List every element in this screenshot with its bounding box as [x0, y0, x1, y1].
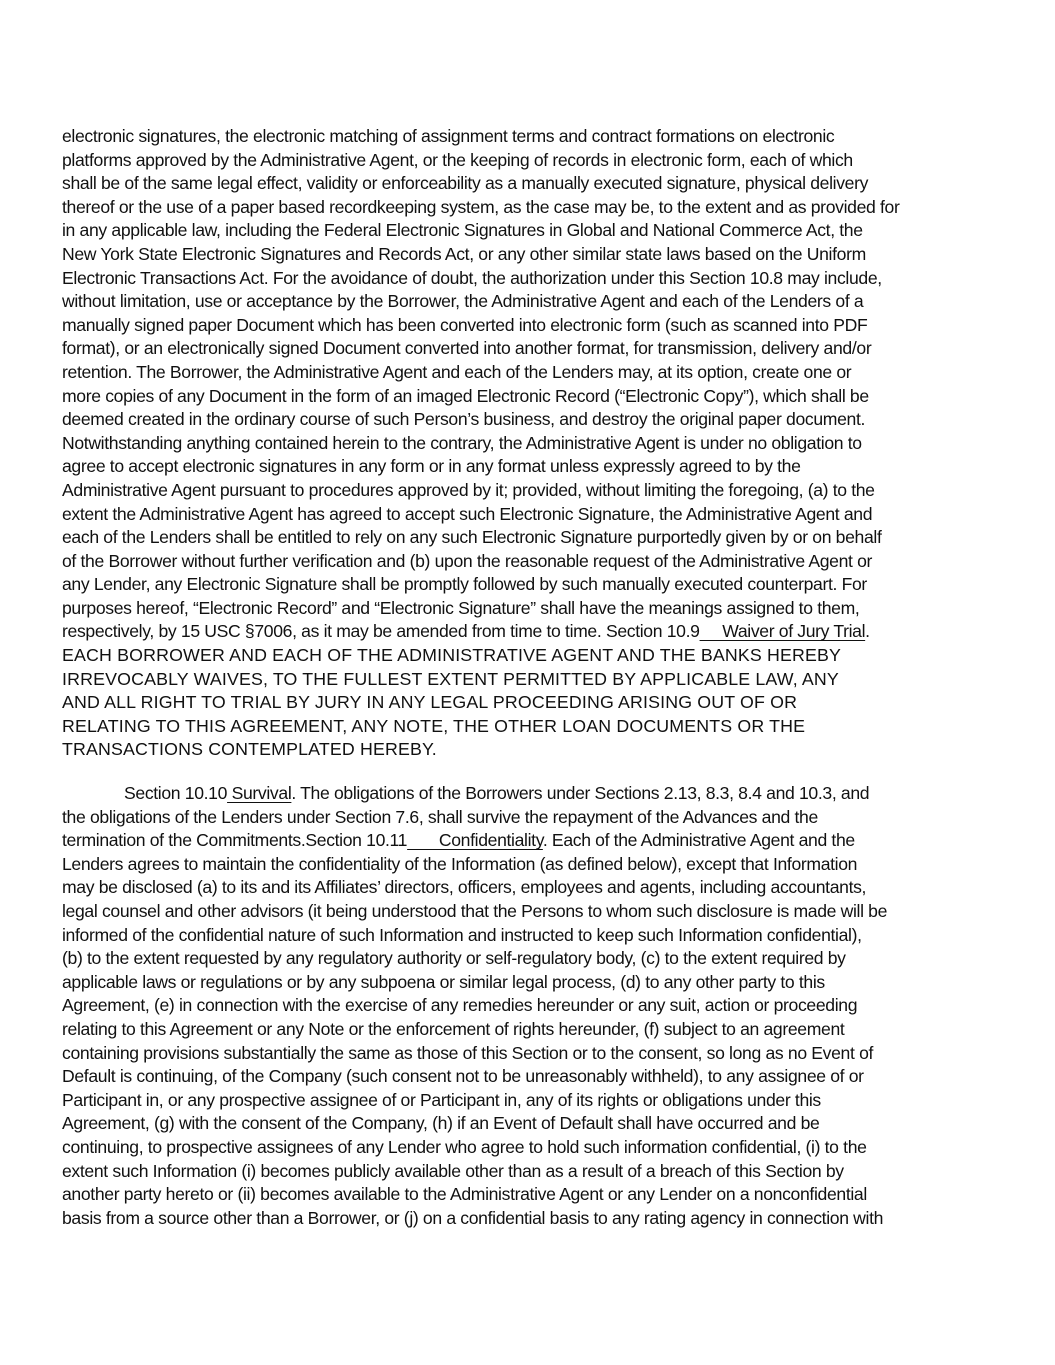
text-line: may be disclosed (a) to its and its Affiliates’ directors, officers, employees and agents, including accountants,	[62, 877, 867, 898]
text-line: continuing, to prospective assignees of any Lender who agree to hold such information confidential, (i) to the	[62, 1136, 867, 1157]
text-line: (b) to the extent requested by any regulatory authority or self-regulatory body, (c) to the extent required by	[62, 948, 846, 969]
text-run: .	[865, 621, 870, 642]
text-line: thereof or the use of a paper based recordkeeping system, as the case may be, to the extent and as provided for	[62, 196, 900, 217]
heading-confidentiality: Confidentiality	[407, 830, 543, 851]
text-line: without limitation, use or acceptance by the Borrower, the Administrative Agent and each of the Lenders of a	[62, 291, 864, 312]
text-line: Administrative Agent pursuant to procedures approved by it; provided, without limiting the foregoing, (a) to the	[62, 479, 875, 500]
heading-waiver-of-jury-trial: Waiver of Jury Trial	[699, 621, 866, 642]
caps-text-line: IRREVOCABLY WAIVES, TO THE FULLEST EXTENT PERMITTED BY APPLICABLE LAW, ANY	[62, 668, 839, 689]
text-line: extent such Information (i) becomes publicly available other than as a result of a breach of this Section by	[62, 1160, 844, 1181]
text-line: manually signed paper Document which has been converted into electronic form (such as scanned into PDF	[62, 314, 868, 335]
caps-text-line: RELATING TO THIS AGREEMENT, ANY NOTE, THE OTHER LOAN DOCUMENTS OR THE	[62, 715, 806, 736]
document-page	[62, 125, 992, 1230]
text-line: each of the Lenders shall be entitled to rely on any such Electronic Signature purportedly given by or on behalf	[62, 527, 882, 548]
text-run: termination of the Commitments.Section 10.11	[62, 830, 408, 851]
section-10-11-line	[62, 829, 992, 853]
text-line: extent the Administrative Agent has agreed to accept such Electronic Signature, the Administrative Agent and	[62, 503, 873, 524]
text-line: platforms approved by the Administrative Agent, or the keeping of records in electronic form, each of which	[62, 149, 853, 170]
paragraph-electronic-signatures	[62, 125, 992, 620]
section-10-10-line-2: the obligations of the Lenders under Section 7.6, shall survive the repayment of the Advances and the	[62, 806, 818, 827]
text-line: any Lender, any Electronic Signature shall be promptly followed by such manually executed counterpart. For	[62, 574, 867, 595]
text-line: Electronic Transactions Act. For the avoidance of doubt, the authorization under this Section 10.8 may include,	[62, 267, 882, 288]
text-line: of the Borrower without further verification and (b) upon the reasonable request of the Administrative Agent or	[62, 550, 873, 571]
text-line: another party hereto or (ii) becomes available to the Administrative Agent or any Lender on a nonconfidential	[62, 1184, 867, 1205]
text-line: more copies of any Document in the form of an imaged Electronic Record (“Electronic Copy”), which shall be	[62, 385, 869, 406]
text-run: Section 10.10	[124, 783, 228, 804]
text-line: applicable laws or regulations or by any subpoena or similar legal process, (d) to any other party to this	[62, 971, 825, 992]
paragraph-jury-waiver	[62, 644, 992, 762]
text-line: basis from a source other than a Borrower, or (j) on a confidential basis to any rating agency in connection with	[62, 1207, 884, 1228]
text-line: deemed created in the ordinary course of such Person’s business, and destroy the original paper document.	[62, 409, 866, 430]
text-line: in any applicable law, including the Federal Electronic Signatures in Global and National Commerce Act, the	[62, 220, 863, 241]
caps-text-line: TRANSACTIONS CONTEMPLATED HEREBY.	[62, 739, 437, 760]
text-line: legal counsel and other advisors (it being understood that the Persons to whom such disclosure is made will be	[62, 901, 888, 921]
text-run: . The obligations of the Borrowers under Sections 2.13, 8.3, 8.4 and 10.3, and	[291, 783, 870, 804]
text-line: retention. The Borrower, the Administrative Agent and each of the Lenders may, at its option, create one or	[62, 361, 852, 382]
section-10-10-line	[62, 782, 992, 806]
text-run: . Each of the Administrative Agent and the	[542, 830, 855, 851]
caps-text-line: EACH BORROWER AND EACH OF THE ADMINISTRATIVE AGENT AND THE BANKS HEREBY	[62, 645, 842, 666]
text-line: Lenders agrees to maintain the confidentiality of the Information (as defined below), except that Information	[62, 853, 858, 874]
paragraph-gap	[62, 762, 992, 782]
text-line: Notwithstanding anything contained herein to the contrary, the Administrative Agent is under no obligation to	[62, 432, 862, 453]
text-line: Participant in, or any prospective assignee of or Participant in, any of its rights or obligations under this	[62, 1089, 821, 1110]
text-line: electronic signatures, the electronic matching of assignment terms and contract formations on electronic	[62, 126, 835, 146]
text-line: Agreement, (e) in connection with the exercise of any remedies hereunder or any suit, action or proceeding	[62, 995, 858, 1016]
text-run: respectively, by 15 USC §7006, as it may be amended from time to time. Section 10.9	[62, 621, 700, 642]
section-10-9-line	[62, 620, 992, 644]
text-line: purposes hereof, “Electronic Record” and “Electronic Signature” shall have the meanings assigned to them,	[62, 597, 860, 618]
paragraph-confidentiality	[62, 853, 992, 1231]
text-line: format), or an electronically signed Document converted into another format, for transmission, delivery and/or	[62, 338, 872, 359]
heading-survival: Survival	[227, 783, 292, 804]
text-line: Agreement, (g) with the consent of the Company, (h) if an Event of Default shall have occurred and be	[62, 1113, 820, 1134]
text-line: shall be of the same legal effect, validity or enforceability as a manually executed signature, physical delivery	[62, 173, 869, 194]
text-line: containing provisions substantially the same as those of this Section or to the consent, so long as no Event of	[62, 1042, 874, 1063]
caps-text-line: AND ALL RIGHT TO TRIAL BY JURY IN ANY LEGAL PROCEEDING ARISING OUT OF OR	[62, 692, 798, 713]
text-line: New York State Electronic Signatures and Records Act, or any other similar state laws based on the Uniform	[62, 243, 866, 264]
text-line: agree to accept electronic signatures in any form or in any format unless expressly agreed to by the	[62, 456, 801, 477]
text-line: Default is continuing, of the Company (such consent not to be unreasonably withheld), to any assignee of or	[62, 1066, 864, 1087]
text-line: relating to this Agreement or any Note or the enforcement of rights hereunder, (f) subject to an agreement	[62, 1018, 845, 1039]
text-line: informed of the confidential nature of such Information and instructed to keep such Information confidential),	[62, 924, 862, 945]
